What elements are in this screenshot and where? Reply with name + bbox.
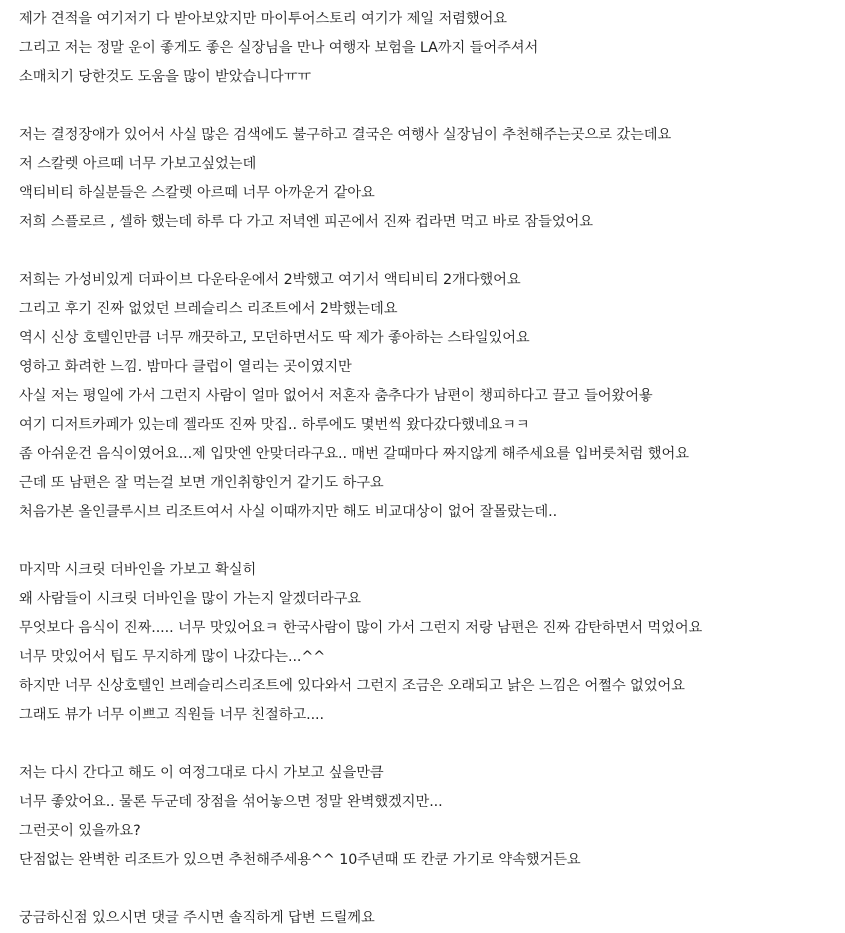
text-line: 너무 맛있어서 팁도 무지하게 많이 나갔다는...^^ xyxy=(19,649,326,665)
paragraph-activities xyxy=(19,121,845,237)
text-line: 저는 다시 간다고 해도 이 여정그대로 다시 가보고 싶을만큼 xyxy=(19,765,384,781)
text-line: 그리고 저는 정말 운이 좋게도 좋은 실장님을 만나 여행자 보험을 LA까지 들어주셔서 xyxy=(19,40,539,56)
text-line: 그래도 뷰가 너무 이쁘고 직원들 너무 친절하고.... xyxy=(19,707,324,723)
text-line: 저희 스플로르 , 셀하 했는데 하루 다 가고 저녁엔 피곤에서 진짜 컵라면 먹고 바로 잠들었어요 xyxy=(19,214,593,230)
paragraph-closing-note xyxy=(19,904,845,933)
text-line: 영하고 화려한 느낌. 밤마다 클럽이 열리는 곳이였지만 xyxy=(19,359,352,375)
text-line: 하지만 너무 신상호텔인 브레슬리스리조트에 있다와서 그런지 조금은 오래되고 낡은 느낌은 어쩔수 없었어요 xyxy=(19,678,685,694)
text-line: 무엇보다 음식이 진짜..... 너무 맛있어요ㅋ 한국사람이 많이 가서 그런지 저랑 남편은 진짜 감탄하면서 먹었어요 xyxy=(19,620,703,636)
text-line: 처음가본 올인클루시브 리조트여서 사실 이때까지만 해도 비교대상이 없어 잘몰랐는데.. xyxy=(19,504,558,520)
text-line: 좀 아쉬운건 음식이였어요...제 입맛엔 안맞더라구요.. 매번 갈때마다 짜지않게 해주세요를 입버릇처럼 했어요 xyxy=(19,446,689,462)
paragraph-conclusion xyxy=(19,759,845,875)
text-line: 마지막 시크릿 더바인을 가보고 확실히 xyxy=(19,562,257,578)
paragraph-breathless-resort xyxy=(19,266,845,527)
text-line: 사실 저는 평일에 가서 그런지 사람이 얼마 없어서 저혼자 춤추다가 남편이 챙피하다고 끌고 들어왔어욯 xyxy=(19,388,653,404)
text-line: 제가 견적을 여기저기 다 받아보았지만 마이투어스토리 여기가 제일 저렴했어요 xyxy=(19,11,508,27)
text-line: 궁금하신점 있으시면 댓글 주시면 솔직하게 답변 드릴께요 xyxy=(19,910,375,926)
text-line: 저희는 가성비있게 더파이브 다운타운에서 2박했고 여기서 액티비티 2개다했어요 xyxy=(19,272,521,288)
text-line: 왜 사람들이 시크릿 더바인을 많이 가는지 알겠더라구요 xyxy=(19,591,362,607)
text-line: 역시 신상 호텔인만큼 너무 깨끗하고, 모던하면서도 딱 제가 좋아하는 스타일있어요 xyxy=(19,330,530,346)
text-line: 그리고 후기 진짜 없었던 브레슬리스 리조트에서 2박했는데요 xyxy=(19,301,398,317)
text-line: 너무 좋았어요.. 물론 두군데 장점을 섞어놓으면 정말 완벽했겠지만... xyxy=(19,794,443,810)
text-line: 소매치기 당한것도 도움을 많이 받았습니다ㅠㅠ xyxy=(19,69,311,85)
text-line: 액티비티 하실분들은 스칼렛 아르떼 너무 아까운거 같아요 xyxy=(19,185,375,201)
text-line: 단점없는 완벽한 리조트가 있으면 추천해주세용^^ 10주년때 또 칸쿤 가기로 약속했거든요 xyxy=(19,852,581,868)
text-line: 여기 디저트카페가 있는데 젤라또 진짜 맛집.. 하루에도 몇번씩 왔다갔다했네요ㅋㅋ xyxy=(19,417,530,433)
paragraph-secrets-the-vine xyxy=(19,556,845,730)
text-line: 저 스칼렛 아르떼 너무 가보고싶었는데 xyxy=(19,156,257,172)
text-line: 근데 또 남편은 잘 먹는걸 보면 개인취향인거 같기도 하구요 xyxy=(19,475,384,491)
paragraph-booking xyxy=(19,5,845,92)
text-line: 그런곳이 있을까요? xyxy=(19,823,141,839)
text-line: 저는 결정장애가 있어서 사실 많은 검색에도 불구하고 결국은 여행사 실장님이 추천해주는곳으로 갔는데요 xyxy=(19,127,672,143)
